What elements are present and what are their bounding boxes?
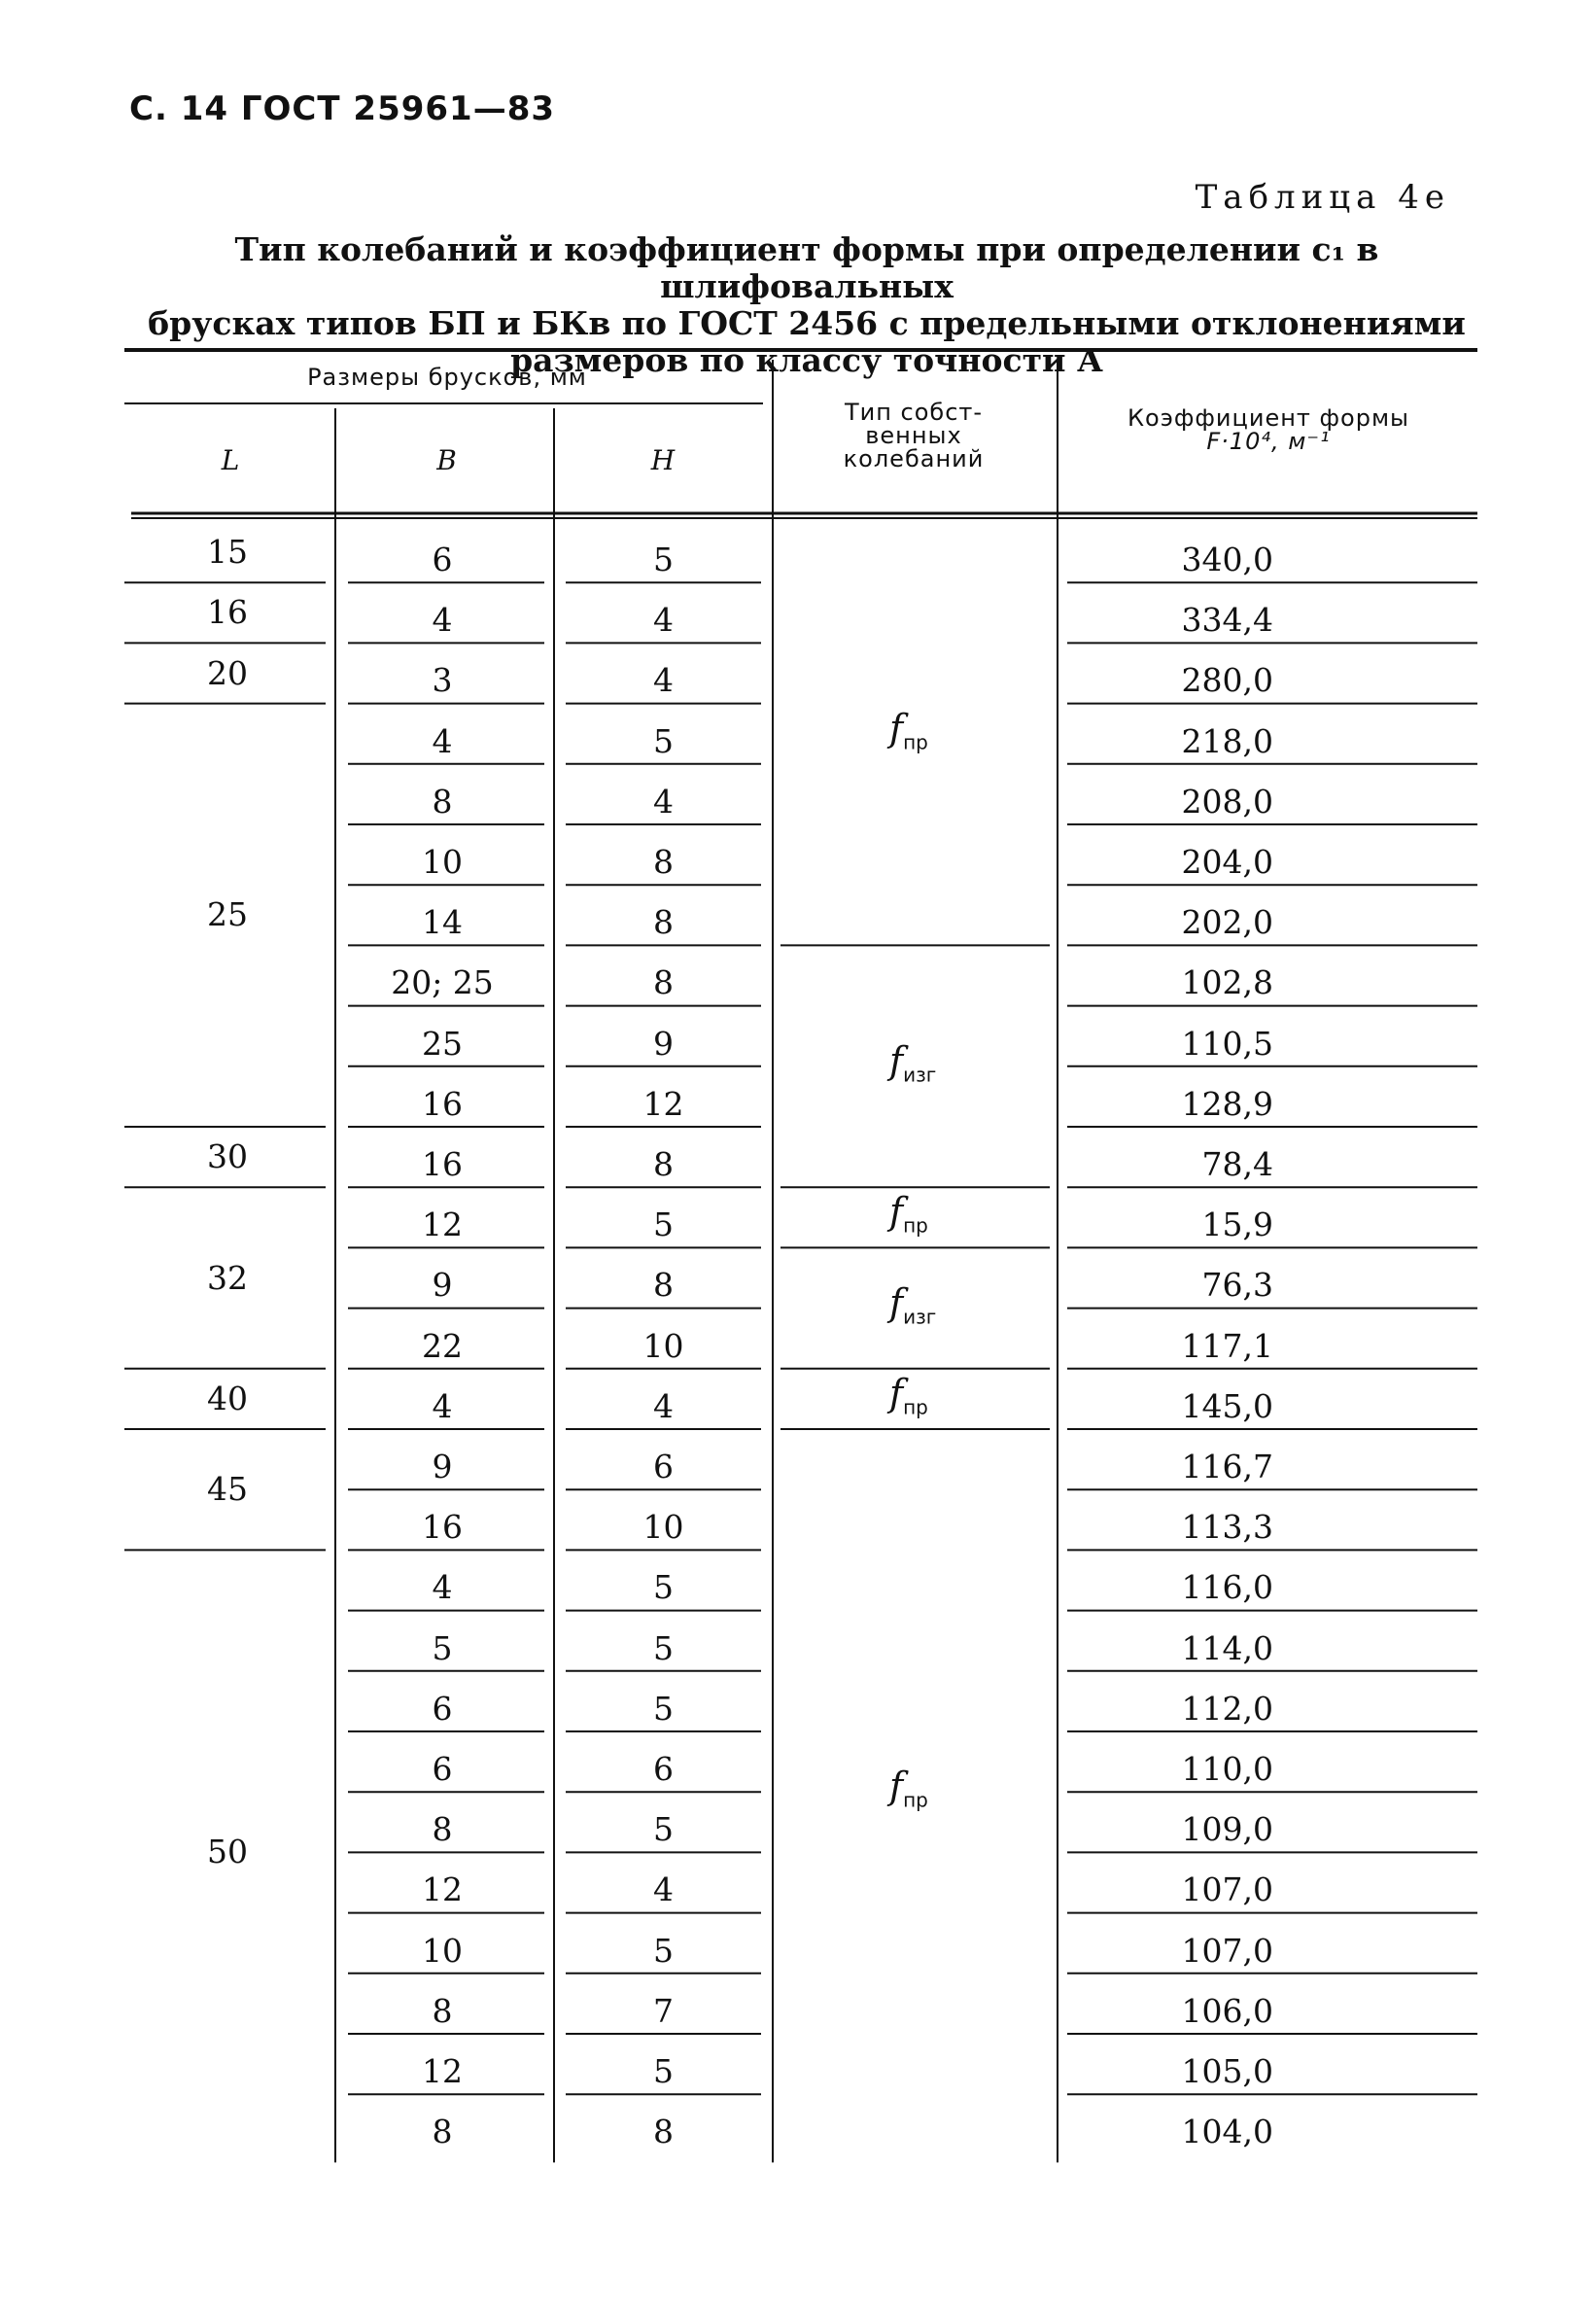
cell-B: 4 [432, 1386, 453, 1425]
cell-B: 6 [432, 1750, 453, 1788]
cell-H: 4 [653, 661, 674, 700]
cell-H: 8 [653, 963, 674, 1002]
cell-B: 3 [432, 661, 453, 700]
cell-L: 20 [207, 653, 248, 692]
cell-F: 15,9 [1201, 1205, 1273, 1244]
caption-line: размеров по классу точности А [510, 341, 1103, 379]
cell-B: 12 [422, 2052, 463, 2090]
symbol-subscript: пр [903, 1395, 928, 1419]
cell-H: 4 [653, 782, 674, 821]
cell-B: 22 [422, 1326, 463, 1365]
cell-B: 4 [432, 601, 453, 640]
cell-B: 12 [422, 1870, 463, 1909]
cell-L: 50 [207, 1833, 248, 1871]
header-B: B [436, 444, 458, 476]
cell-B: 8 [432, 1991, 453, 2030]
cell-oscillation-type [889, 1281, 936, 1329]
cell-L: 40 [207, 1379, 248, 1417]
cell-H: 5 [653, 1810, 674, 1849]
cell-H: 10 [642, 1326, 684, 1365]
header-coef-line: F·10⁴, м⁻¹ [1206, 428, 1331, 455]
cell-F: 109,0 [1181, 1810, 1273, 1849]
cell-H: 8 [653, 1145, 674, 1183]
cell-F: 208,0 [1181, 782, 1273, 821]
cell-B: 8 [432, 1810, 453, 1849]
cell-F: 76,3 [1201, 1266, 1273, 1305]
cell-B: 16 [422, 1508, 463, 1547]
symbol-f: f [889, 1280, 904, 1324]
cell-F: 334,4 [1181, 601, 1273, 640]
cell-H: 8 [653, 843, 674, 881]
cell-H: 5 [653, 541, 674, 578]
cell-F: 218,0 [1181, 721, 1273, 760]
cell-H: 5 [653, 1931, 674, 1970]
cell-F: 102,8 [1181, 963, 1273, 1002]
cell-B: 5 [432, 1628, 453, 1667]
header-shape-coefficient [1059, 406, 1477, 453]
cell-H: 8 [653, 2113, 674, 2151]
symbol-f: f [889, 1764, 904, 1808]
page-header: С. 14 ГОСТ 25961—83 [129, 89, 556, 128]
cell-B: 6 [432, 1689, 453, 1728]
cell-L: 30 [207, 1137, 248, 1176]
header-type-line: колебаний [843, 445, 985, 472]
cell-F: 113,3 [1181, 1508, 1273, 1547]
cell-B: 20; 25 [391, 963, 494, 1002]
cell-F: 280,0 [1181, 661, 1273, 700]
cell-B: 4 [432, 1568, 453, 1607]
symbol-subscript: пр [903, 730, 928, 754]
cell-L: 45 [207, 1470, 248, 1509]
cell-H: 12 [642, 1084, 684, 1123]
symbol-subscript: изг [903, 1063, 937, 1087]
cell-H: 4 [653, 1386, 674, 1425]
symbol-f: f [889, 1371, 904, 1415]
cell-L: 25 [207, 895, 248, 934]
symbol-subscript: изг [903, 1305, 937, 1329]
header-type-line: венных [865, 422, 962, 449]
cell-H: 4 [653, 1870, 674, 1909]
cell-F: 117,1 [1181, 1326, 1273, 1365]
cell-oscillation-type [889, 707, 928, 754]
cell-H: 9 [653, 1024, 674, 1063]
cell-B: 9 [432, 1448, 453, 1485]
cell-F: 107,0 [1181, 1931, 1273, 1970]
header-L: L [221, 444, 241, 476]
cell-H: 5 [653, 1628, 674, 1667]
cell-H: 5 [653, 1205, 674, 1244]
header-sizes-group: Размеры брусков, мм [307, 364, 587, 391]
cell-F: 116,0 [1181, 1568, 1273, 1607]
cell-H: 6 [653, 1448, 674, 1485]
cell-F: 128,9 [1181, 1084, 1273, 1123]
cell-B: 12 [422, 1205, 463, 1244]
cell-B: 9 [432, 1266, 453, 1305]
cell-B: 16 [422, 1145, 463, 1183]
cell-B: 16 [422, 1084, 463, 1123]
cell-L: 15 [207, 533, 248, 572]
cell-F: 78,4 [1201, 1145, 1273, 1183]
cell-B: 14 [422, 903, 463, 942]
cell-B: 6 [432, 541, 453, 578]
cell-H: 5 [653, 2052, 674, 2090]
cell-B: 10 [422, 843, 463, 881]
cell-F: 105,0 [1181, 2052, 1273, 2090]
cell-F: 145,0 [1181, 1386, 1273, 1425]
cell-H: 8 [653, 1266, 674, 1305]
cell-F: 114,0 [1181, 1628, 1273, 1667]
cell-H: 4 [653, 601, 674, 640]
cell-F: 107,0 [1181, 1870, 1273, 1909]
symbol-f: f [889, 706, 904, 750]
cell-H: 10 [642, 1508, 684, 1547]
cell-oscillation-type [889, 1764, 928, 1812]
header-type-line: Тип собст- [844, 399, 984, 426]
cell-L: 32 [207, 1258, 248, 1297]
table-label: Таблица 4е [1195, 178, 1450, 217]
cell-F: 110,5 [1181, 1024, 1273, 1063]
cell-H: 5 [653, 1568, 674, 1607]
header-H: H [650, 444, 677, 476]
header-coef-line: Коэффициент формы [1127, 404, 1410, 432]
cell-B: 8 [432, 782, 453, 821]
cell-B: 25 [422, 1024, 463, 1063]
cell-F: 110,0 [1181, 1750, 1273, 1788]
cell-oscillation-type [889, 1372, 928, 1419]
cell-H: 7 [653, 1991, 674, 2030]
symbol-f: f [889, 1038, 904, 1082]
cell-B: 10 [422, 1931, 463, 1970]
cell-B: 4 [432, 721, 453, 760]
cell-oscillation-type [889, 1039, 936, 1087]
cell-F: 112,0 [1181, 1689, 1273, 1728]
header-oscillation-type [773, 401, 1055, 471]
cell-H: 5 [653, 1689, 674, 1728]
cell-oscillation-type [889, 1190, 928, 1238]
symbol-subscript: пр [903, 1213, 928, 1238]
cell-H: 8 [653, 903, 674, 942]
symbol-f: f [889, 1190, 904, 1234]
caption-line: Тип колебаний и коэффициент формы при определении c₁ в шлифовальных [234, 230, 1379, 305]
cell-F: 204,0 [1181, 843, 1273, 881]
cell-F: 340,0 [1181, 541, 1273, 578]
cell-F: 202,0 [1181, 903, 1273, 942]
cell-F: 116,7 [1181, 1448, 1273, 1485]
cell-F: 106,0 [1181, 1991, 1273, 2030]
cell-L: 16 [207, 593, 248, 632]
cell-H: 6 [653, 1750, 674, 1788]
cell-F: 104,0 [1181, 2113, 1273, 2151]
caption-line: брусках типов БП и БКв по ГОСТ 2456 с предельными отклонениями [148, 304, 1466, 342]
symbol-subscript: пр [903, 1788, 928, 1812]
cell-B: 8 [432, 2113, 453, 2151]
cell-H: 5 [653, 721, 674, 760]
